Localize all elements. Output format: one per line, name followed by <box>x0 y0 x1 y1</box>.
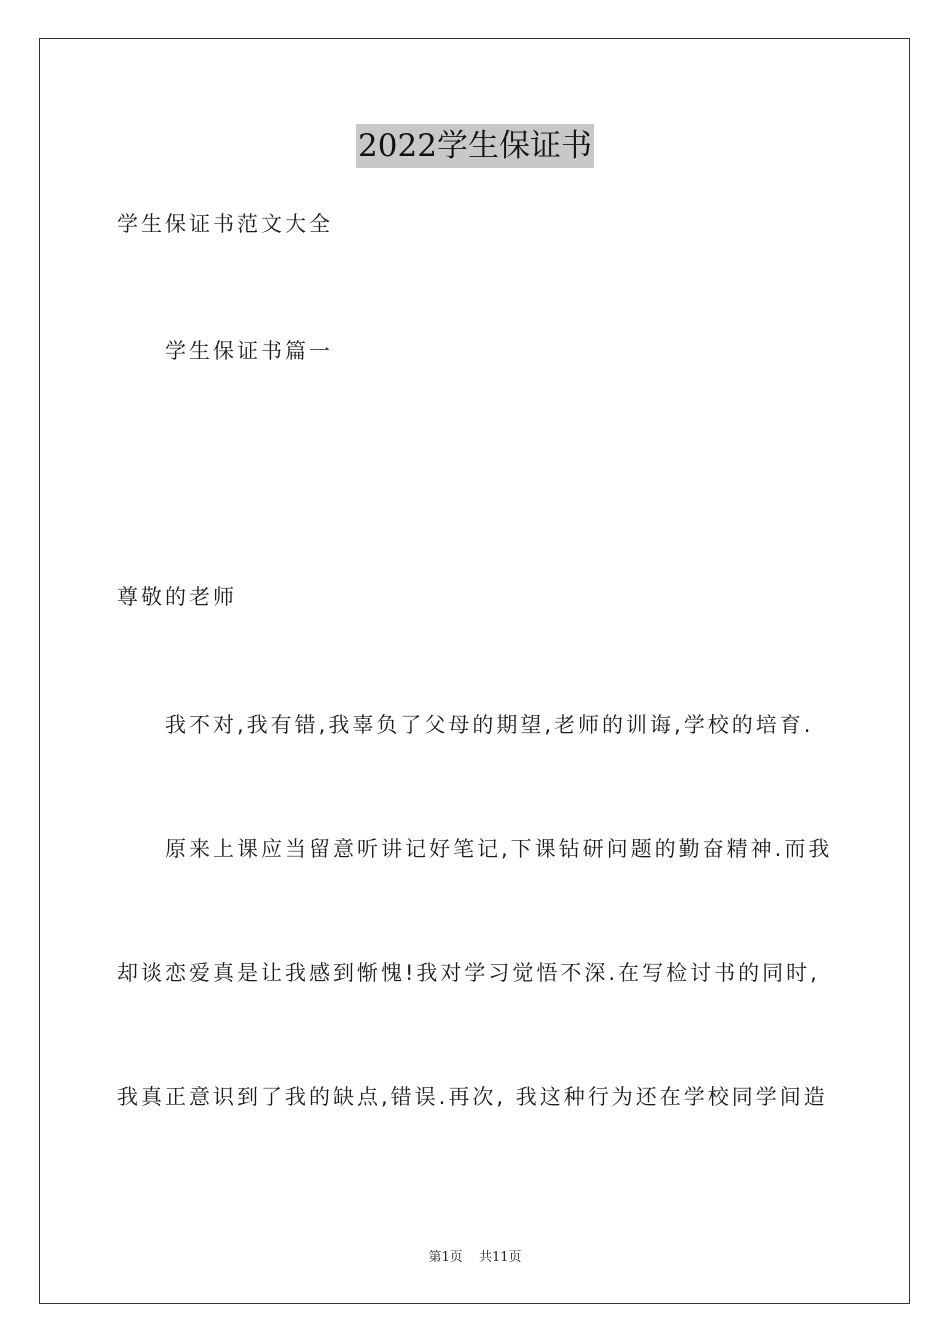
page-number: 第1页 <box>428 1250 463 1265</box>
paragraph-line-4: 我真正意识到了我的缺点,错误.再次, 我这种行为还在学校同学间造 <box>117 1085 828 1109</box>
title-container <box>0 124 950 168</box>
document-subtitle: 学生保证书范文大全 <box>117 212 333 236</box>
paragraph-line-1: 我不对,我有错,我辜负了父母的期望,老师的训诲,学校的培育. <box>165 713 814 737</box>
salutation: 尊敬的老师 <box>117 585 237 609</box>
section-heading: 学生保证书篇一 <box>165 339 333 363</box>
page-total: 共11页 <box>478 1250 522 1265</box>
paragraph-line-2: 原来上课应当留意听讲记好笔记,下课钻研问题的勤奋精神.而我 <box>165 837 833 861</box>
document-title: 2022学生保证书 <box>356 124 594 168</box>
page-footer <box>0 1246 950 1265</box>
paragraph-line-3: 却谈恋爱真是让我感到惭愧!我对学习觉悟不深.在写检讨书的同时, <box>117 961 820 985</box>
